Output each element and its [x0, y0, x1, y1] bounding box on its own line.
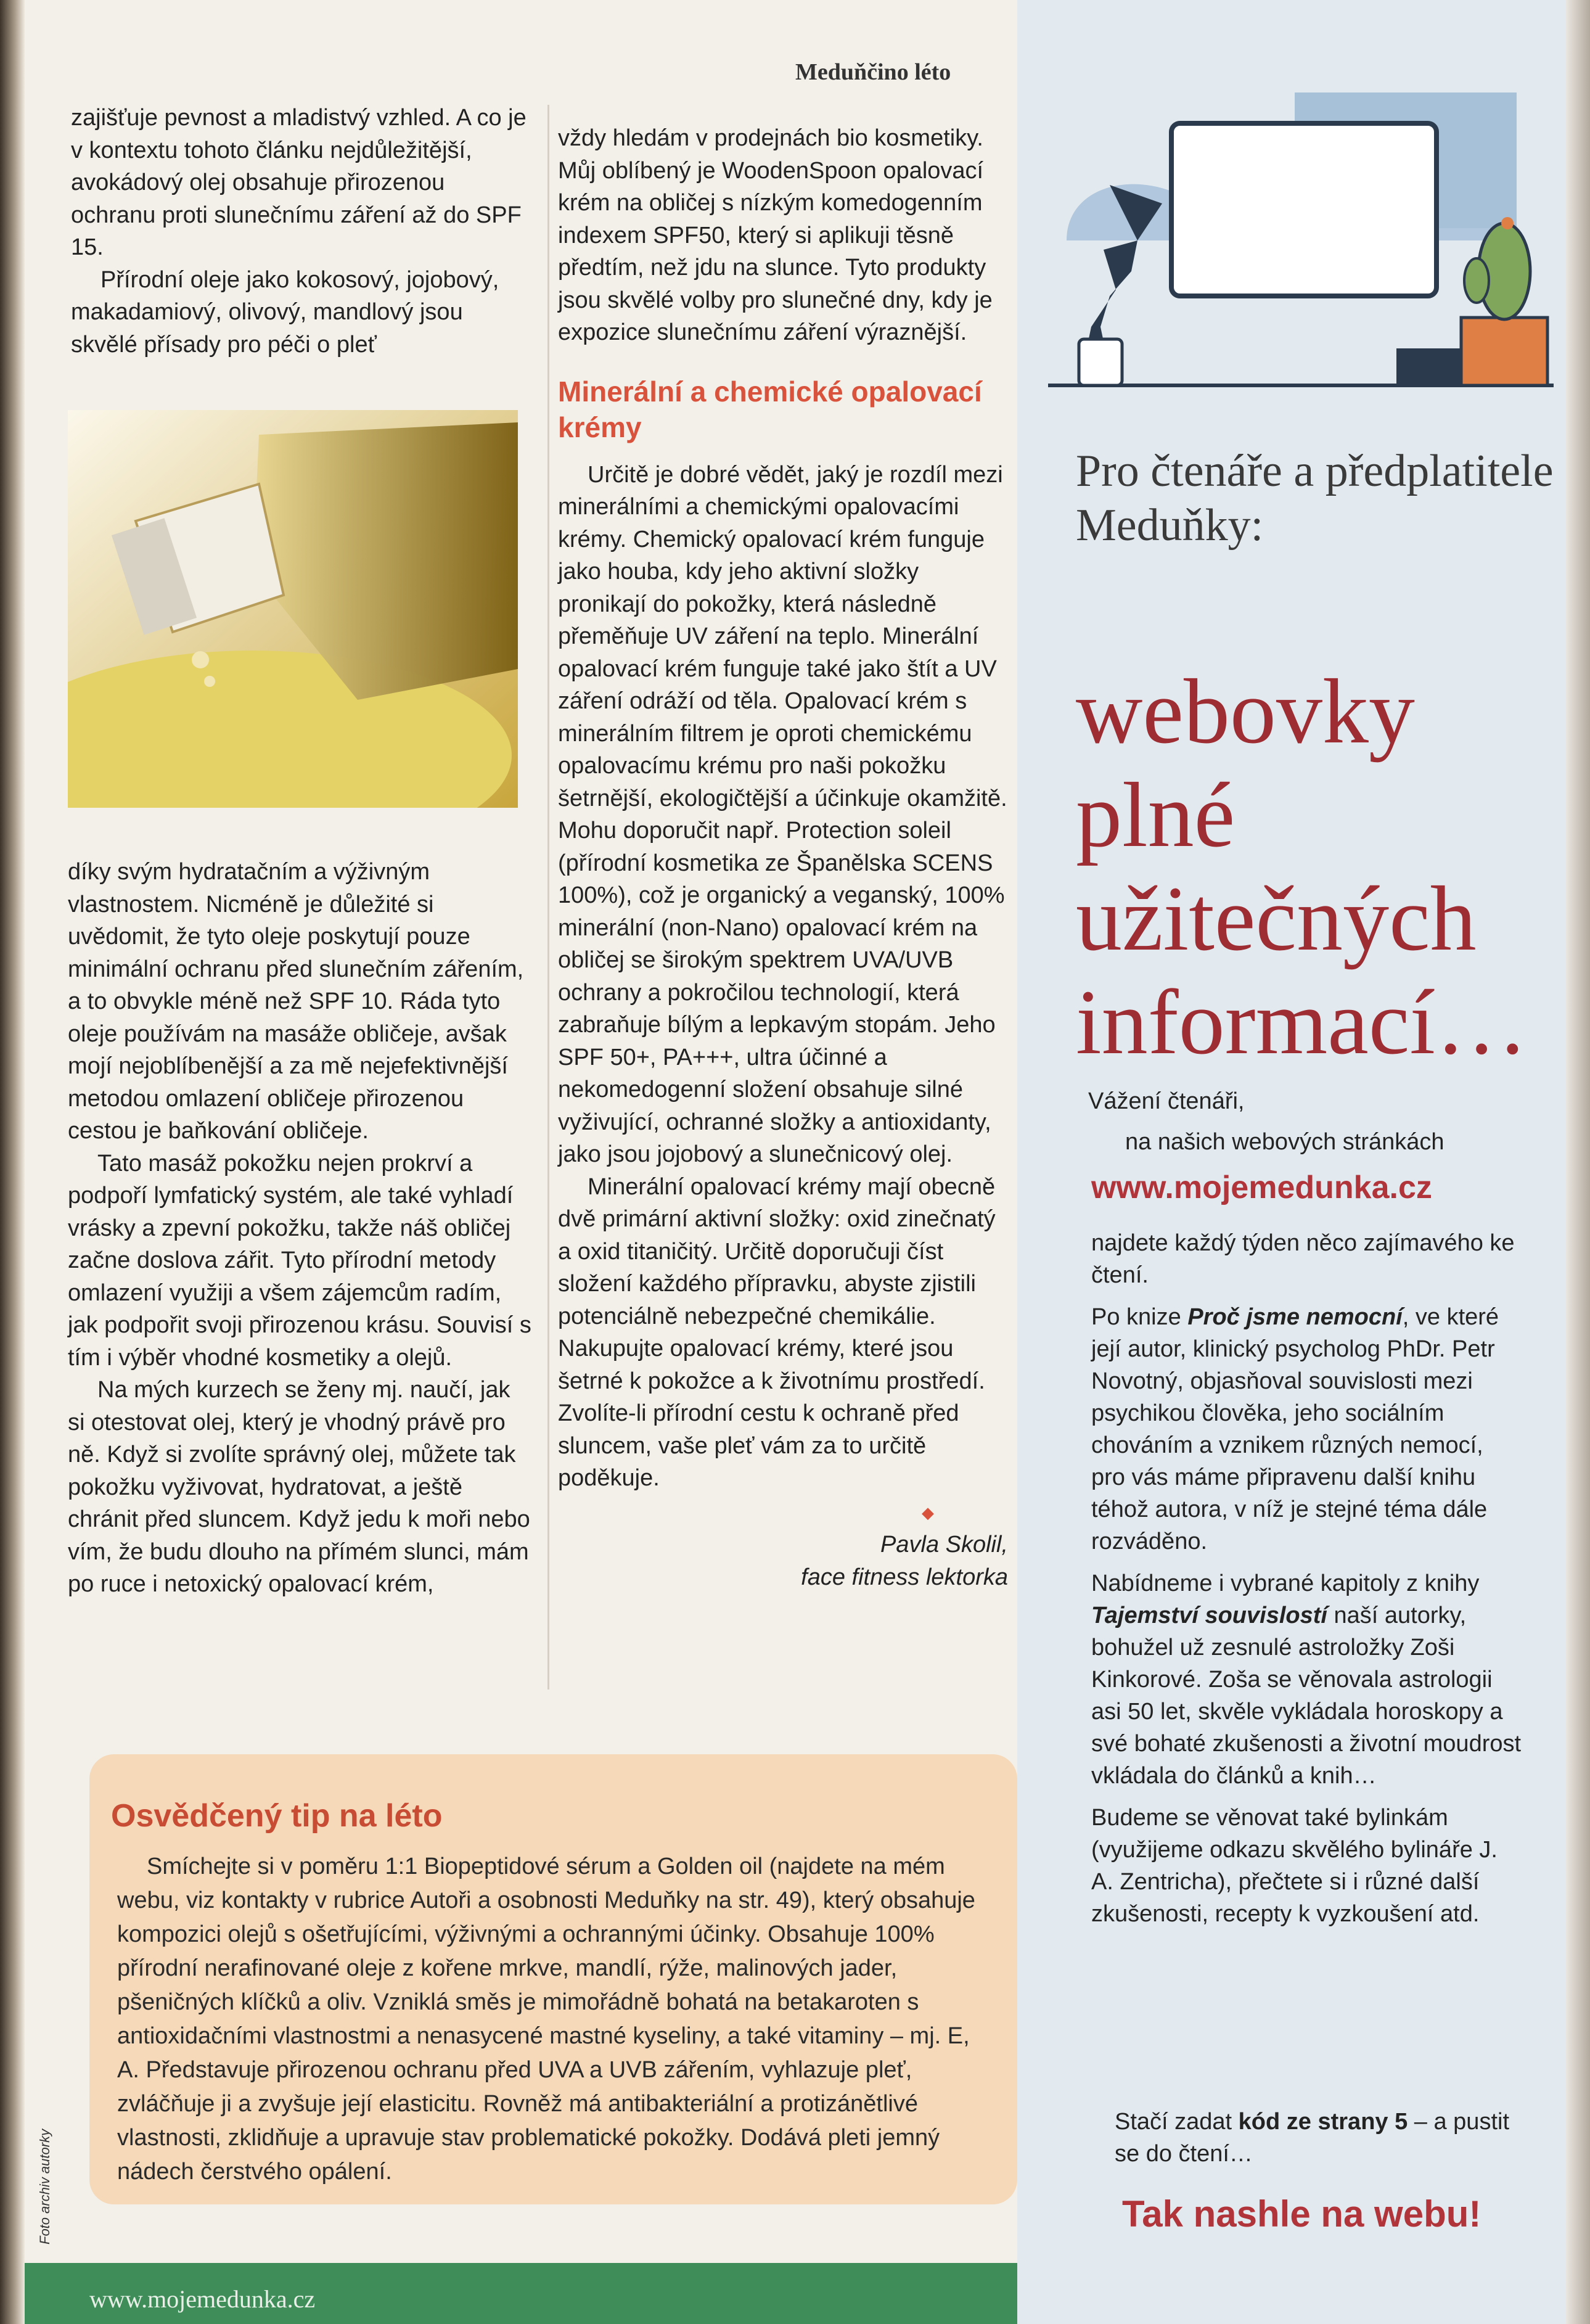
end-mark: ◆ [922, 1503, 934, 1522]
laptop-illustration [1030, 37, 1566, 407]
oil-bottle-photo [68, 410, 518, 808]
paragraph: Minerální opalovací krémy mají obecně dvě primární aktivní složky: oxid zinečnatý a oxid titaničitý. Určitě doporučuji číst složení každého přípravku, abyste zjistili potenciálně nebezpečné chemikálie. Nakupujte opalovací krémy, které jsou šetrné k pokožce a k životnímu prostředí. Zvolíte-li přírodní cestu k ochraně před sluncem, vaše pleť vám za to určitě poděkuje. [558, 1173, 996, 1491]
page-edge-right [1565, 0, 1590, 2324]
greeting: Vážení čtenáři, [1088, 1088, 1245, 1114]
author-role: face fitness lektorka [801, 1564, 1008, 1590]
article-column-1-bottom [68, 856, 533, 1601]
article-column-2 [558, 122, 1008, 1593]
code-reference: kód ze strany 5 [1238, 2109, 1408, 2135]
book-title: Proč jsme nemocní [1187, 1304, 1403, 1330]
sidebar-paragraph: najdete každý týden něco zajímavého ke čtení. [1091, 1230, 1515, 1288]
author-name: Pavla Skolil, [880, 1532, 1008, 1558]
greeting-line-2: na našich webových stránkách [1125, 1129, 1445, 1155]
paragraph: Přírodní oleje jako kokosový, jojobový, makadamiový, olivový, mandlový jsou skvělé přísady pro péči o pleť [71, 266, 499, 358]
sign-off: Tak nashle na webu! [1122, 2193, 1481, 2235]
paragraph: díky svým hydratačním a výživným vlastnostem. Nicméně je důležité si uvědomit, že tyto oleje poskytují pouze minimální ochranu před slunečním zářením, a to obvykle méně než SPF 10. Ráda tyto oleje používám na masáže obličeje, avšak mojí nejoblíbenější a za mě nejefektivnější metodou omlazení obličeje přirozenou cestou je baňkování obličeje. [68, 859, 524, 1144]
paragraph: zajišťuje pevnost a mladistvý vzhled. A co je v kontextu tohoto článku nejdůležitější, avokádový olej obsahuje přirozenou ochranu proti slunečnímu záření až do SPF 15. [71, 105, 527, 260]
sidebar-paragraph: Budeme se věnovat také bylinkám (využijeme odkazu skvělého bylináře J. A. Zentricha), přečtete si i různé další zkušenosti, recepty k vyzkoušení atd. [1091, 1805, 1498, 1927]
sidebar-paragraph: Po knize Proč jsme nemocní, ve které její autor, klinický psycholog PhDr. Petr Novotný, objasňoval souvislosti mezi psychikou člověka, jeho sociálním chováním a vznikem různých nemocí, pro vás máme připravenu další knihu téhož autora, v níž je stejné téma dále rozváděno. [1091, 1304, 1499, 1554]
paragraph: Určitě je dobré vědět, jaký je rozdíl mezi minerálními a chemickými opalovacími krémy. Chemický opalovací krém funguje jako houba, kdy jeho aktivní složky pronikají do pokožky, která následně přeměňuje UV záření na teplo. Minerální opalovací krém funguje také jako štít a UV záření odráží od těla. Opalovací krém s minerálním filtrem je oproti chemickému opalovacímu krému pro naši pokožku šetrnější, ekologičtější a účinkuje okamžitě. Mohu doporučit např. Protection soleil (přírodní kosmetika ze Španělska SCENS 100%), což je organický a veganský, 100% minerální (non-Nano) opalovací krém na obličej se širokým spektrem UVA/UVB ochrany a pokročilou technologií, která zabraňuje bílým a lepkavým stopám. Jeho SPF 50+, PA+++, ultra účinné a nekomedogenní složení obsahuje silné vyživující, ochranné složky a antioxidanty, jako jsou jojobový a slunečnicový olej. [558, 461, 1007, 1167]
tip-title: Osvědčený tip na léto [111, 1798, 443, 1834]
book-title: Tajemství souvislostí [1091, 1603, 1327, 1628]
column-divider [547, 105, 549, 1690]
sidebar-body [1091, 1227, 1523, 1940]
paragraph: vždy hledám v prodejnách bio kosmetiky. Můj oblíbený je WoodenSpoon opalovací krém na obličej s nízkým komedogenním indexem SPF50, který si aplikuji těsně předtím, než jdu na slunce. Tyto produkty jsou skvělé volby pro slunečné dny, kdy je expozice slunečnímu záření výraznější. [558, 125, 993, 345]
promo-headline: webovky plné užitečných informací… [1076, 660, 1528, 1074]
photo-credit [37, 2072, 51, 2244]
greeting-block [1088, 1085, 1520, 1158]
paragraph: Na mých kurzech se ženy mj. naučí, jak si otestovat olej, který je vhodný právě pro ně. Když si zvolíte správný olej, můžete tak pokožku vyživovat, hydratovat, a ještě chránit před sluncem. Když jedu k moři nebo vím, že budu dlouho na přímém slunci, mám po ruce i netoxický opalovací krém, [68, 1377, 530, 1597]
tip-paragraph: Smíchejte si v poměru 1:1 Biopeptidové sérum a Golden oil (najdete na mém webu, viz kontakty v rubrice Autoři a osobnosti Meduňky na str. 49), který obsahuje kompozici olejů s ošetřujícími, výživnými a ochrannými účinky. Obsahuje 100% přírodní nerafinované oleje z kořene mrkve, mandlí, rýže, malinových jader, pšeničných klíčků a oliv. Vzniklá směs je mimořádně bohatá na betakaroten s antioxidačními vlastnostmi a nenasycené mastné kyseliny, a také vitaminy – mj. E, A. Představuje přirozenou ochranu před UVA a UVB zářením, vyhlazuje pleť, zvláčňuje ji a zvyšuje její elasticitu. Rovněž má antibakteriální a protizánětlivé vlastnosti, zklidňuje a upravuje stav problematické pokožky. Dodává pleti jemný nádech čerstvého opálení. [117, 1854, 975, 2185]
running-head: Meduňčino léto [795, 59, 951, 85]
section-heading: Minerální a chemické opalovací krémy [558, 375, 982, 443]
promo-heading: Pro čtenáře a předplatitele Meduňky: [1076, 446, 1554, 551]
photo-credit-text: Foto archiv autorky [37, 2129, 52, 2244]
sidebar-paragraph: Nabídneme i vybrané kapitoly z knihy Tajemství souvislostí naší autorky, bohužel už zesnulé astroložky Zoši Kinkorové. Zoša se věnovala astrologii asi 50 let, skvěle vykládala horoskopy a své bohaté zkušenosti a životní moudrost vkládala do článků a knih… [1091, 1571, 1522, 1789]
paragraph: Tato masáž pokožku nejen prokrví a podpoří lymfatický systém, ale také vyhladí vrásky a zpevní pokožku, takže náš obličej začne doslova zářit. Tyto přírodní metody omlazení využiji a všem zájemcům radím, jak podpořit svoji přirozenou krásu. Souvisí s tím i výběr vhodné kosmetiky a olejů. [68, 1150, 531, 1371]
code-instruction: Stačí zadat kód ze strany 5 – a pustit se do čtení… [1115, 2109, 1509, 2167]
page-binding-edge [0, 0, 25, 2324]
website-link[interactable]: www.mojemedunka.cz [1091, 1170, 1432, 1205]
footer-url: www.mojemedunka.cz [89, 2285, 316, 2313]
tip-text [117, 1850, 993, 2189]
article-column-1-top [71, 102, 527, 361]
